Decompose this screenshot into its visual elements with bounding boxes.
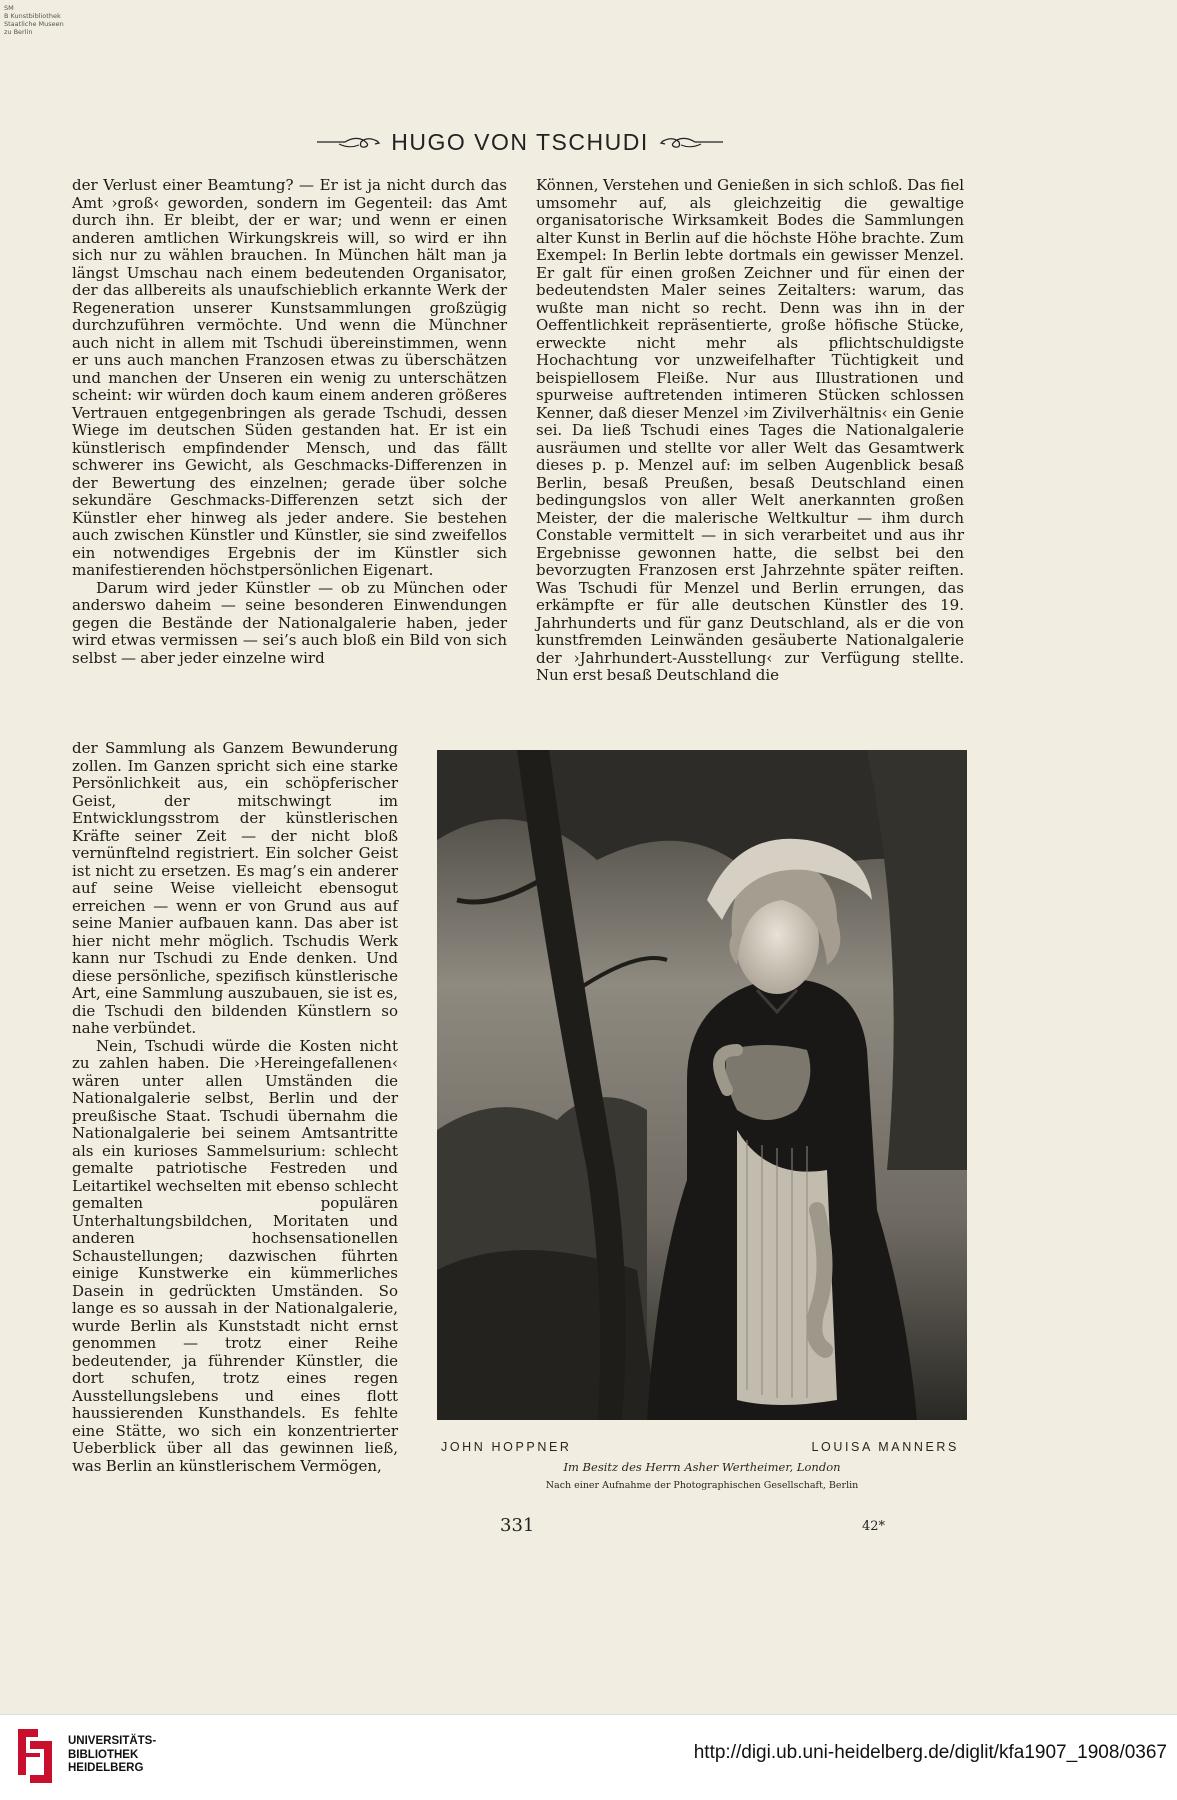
figure-artist: JOHN HOPPNER xyxy=(441,1440,572,1454)
header-title: HUGO VON TSCHUDI xyxy=(391,128,649,155)
signature-mark: 42* xyxy=(862,1519,886,1534)
right-ornament-icon xyxy=(659,133,725,151)
figure-photo-credit: Nach einer Aufnahme der Photographischen Gesellschaft, Berlin xyxy=(545,1480,859,1491)
library-stamp xyxy=(4,4,64,36)
paragraph: der Verlust einer Beamtung? — Er ist ja nicht durch das Amt ›groß‹ geworden, sondern im Gegenteil: das Amt durch ihn. Er bleibt, der er war; und wenn er einen anderen amtlichen Wirkungskreis will, so wird er ihn sich nur zu wählen brauchen. In München hält man ja längst Umschau nach einem bedeutenden Organisator, der das allbereits als unaufschieblich erkannte Werk der Regeneration unserer Kunstsammlungen großzügig durchzuführen vermöchte. Und wenn die Münchner auch nicht in allem mit Tschudi übereinstimmen, wenn er uns auch manchen Franzosen etwas zu überschätzen und manchen der Unseren ein wenig zu unterschätzen scheint: wir würden doch kaum einem anderen größeres Vertrauen entgegenbringen als gerade Tschudi, dessen Wiege im deutschen Süden gestanden hat. Er ist ein künstlerisch empfindender Mensch, und das fällt schwerer ins Gewicht, als Geschmacks-Differenzen in der Bewertung des einzelnen; gerade über solche sekundäre Geschmacks-Differenzen setzt sich der Künstler eher hinweg als jeder andere. Sie bestehen auch zwischen Künstler und Künstler, sie sind zweifellos ein notwendiges Ergebnis der im Künstler sich manifestierenden höchstpersönlichen Eigenart. xyxy=(72,176,507,579)
footer-bar xyxy=(0,1714,1177,1800)
right-column-top xyxy=(536,177,964,685)
university-library-logo-icon xyxy=(12,1725,58,1787)
stamp-line: B Kunstbibliothek xyxy=(4,12,61,20)
stamp-line: Staatliche Museen xyxy=(4,20,64,28)
figure-owner: Im Besitz des Herrn Asher Wertheimer, London xyxy=(563,1460,841,1474)
paragraph: Nein, Tschudi würde die Kosten nicht zu zahlen haben. Die ›Hereingefallenen‹ wären unter allen Umständen die Nationalgalerie selbst, Berlin und der preußische Staat. Tschudi übernahm die Nationalgalerie bei seinem Amtsantritte als ein kurioses Sammelsurium: schlecht gemalte patriotische Festreden und Leitartikel wechselten mit ebenso schlecht gemalten populären Unterhaltungsbildchen, Moritaten und anderen hochsensationellen Schaustellungen; dazwischen führten einige Kunstwerke ein kümmerliches Dasein in gedrückten Umständen. So lange es so aussah in der Nationalgalerie, wurde Berlin als Kunststadt nicht ernst genommen — trotz einer Reihe bedeutender, ja führender Künstler, die dort schufen, trotz eines regen Ausstellungslebens und eines flott haussierenden Kunsthandels. Es fehlte eine Stätte, wo sich ein konzentrierter Ueberblick über all das gewinnen ließ, was Berlin an künstlerischem Vermögen, xyxy=(72,1036,398,1475)
page-number: 331 xyxy=(500,1515,535,1536)
library-name-line: BIBLIOTHEK xyxy=(68,1748,139,1761)
paragraph: Können, Verstehen und Genießen in sich schloß. Das fiel umsomehr auf, als gleichzeitig die gewaltige organisatorische Wirksamkeit Bodes die Sammlungen alter Kunst in Berlin auf die höchste Höhe brachte. Zum Exempel: In Berlin lebte dortmals ein gewisser Menzel. Er galt für einen großen Zeichner und für einen der bedeutendsten Maler seines Zeitalters: warum, das wußte man nicht so recht. Denn was ihn in der Oeffentlichkeit repräsentierte, große höfische Stücke, erweckte nicht mehr als pflichtschuldigste Hochachtung vor unzweifelhafter Tüchtigkeit und beispiellosem Fleiße. Nur aus Illustrationen und spurweise auftretenden intimeren Stücken schlossen Kenner, daß dieser Menzel ›im Zivilverhältnis‹ ein Genie sei. Da ließ Tschudi eines Tages die Nationalgalerie ausräumen und stellte vor aller Welt das Gesamtwerk dieses p. p. Menzel auf: im selben Augenblick besaß Berlin, besaß Preußen, besaß Deutschland einen bedingungslos von aller Welt anerkannten großen Meister, der die malerische Weltkultur — ihm durch Constable vermittelt — in sich verarbeitet und aus ihr Ergebnisse gewonnen hatte, die selbst bei den bevorzugten Franzosen erst Jahrzehnte später reiften. Was Tschudi für Menzel und Berlin errungen, das erkämpfte er für alle deutschen Künstler des 19. Jahrhunderts und für ganz Deutschland, als er die von kunstfremden Leinwänden gesäuberte Nationalgalerie der ›Jahrhundert-Ausstellung‹ zur Verfügung stellte. Nun erst besaß Deutschland die xyxy=(536,176,964,684)
paragraph: Darum wird jeder Künstler — ob zu München oder anderswo daheim — seine besonderen Einwendungen gegen die Bestände der Nationalgalerie haben, jeder wird etwas vermissen — sei’s auch bloß ein Bild von sich selbst — aber jeder einzelne wird xyxy=(72,578,507,667)
stamp-line: SM xyxy=(4,4,14,12)
portrait-image xyxy=(437,750,967,1420)
figure-title: LOUISA MANNERS xyxy=(811,1440,959,1454)
running-header xyxy=(280,124,760,160)
source-url-link[interactable]: http://digi.ub.uni-heidelberg.de/diglit/kfa1907_1908/0367 xyxy=(693,1742,1167,1763)
figure-caption xyxy=(441,1440,959,1454)
left-ornament-icon xyxy=(315,133,381,151)
library-name-line: HEIDELBERG xyxy=(68,1762,144,1774)
left-column-narrow xyxy=(72,740,398,1475)
library-name xyxy=(68,1735,156,1776)
library-name-line: UNIVERSITÄTS- xyxy=(68,1735,157,1747)
paragraph: der Sammlung als Ganzem Bewunderung zollen. Im Ganzen spricht sich eine starke Persönlichkeit aus, ein schöpferischer Geist, der mitschwingt im Entwicklungsstrom der künstlerischen Kräfte seiner Zeit — der nicht bloß vernünftelnd registriert. Ein solcher Geist ist nicht zu ersetzen. Es mag’s ein anderer auf seine Weise vielleicht ebensogut erreichen — wenn er von Grund aus auf seine Manier aufbauen kann. Das aber ist hier nicht mehr möglich. Tschudis Werk kann nur Tschudi zu Ende denken. Und diese persönliche, spezifisch künstlerische Art, eine Sammlung auszubauen, sie ist es, die Tschudi den bildenden Künstlern so nahe verbündet. xyxy=(72,739,398,1037)
portrait-painting xyxy=(437,750,967,1420)
left-column-top xyxy=(72,177,507,667)
stamp-line: zu Berlin xyxy=(4,28,33,36)
